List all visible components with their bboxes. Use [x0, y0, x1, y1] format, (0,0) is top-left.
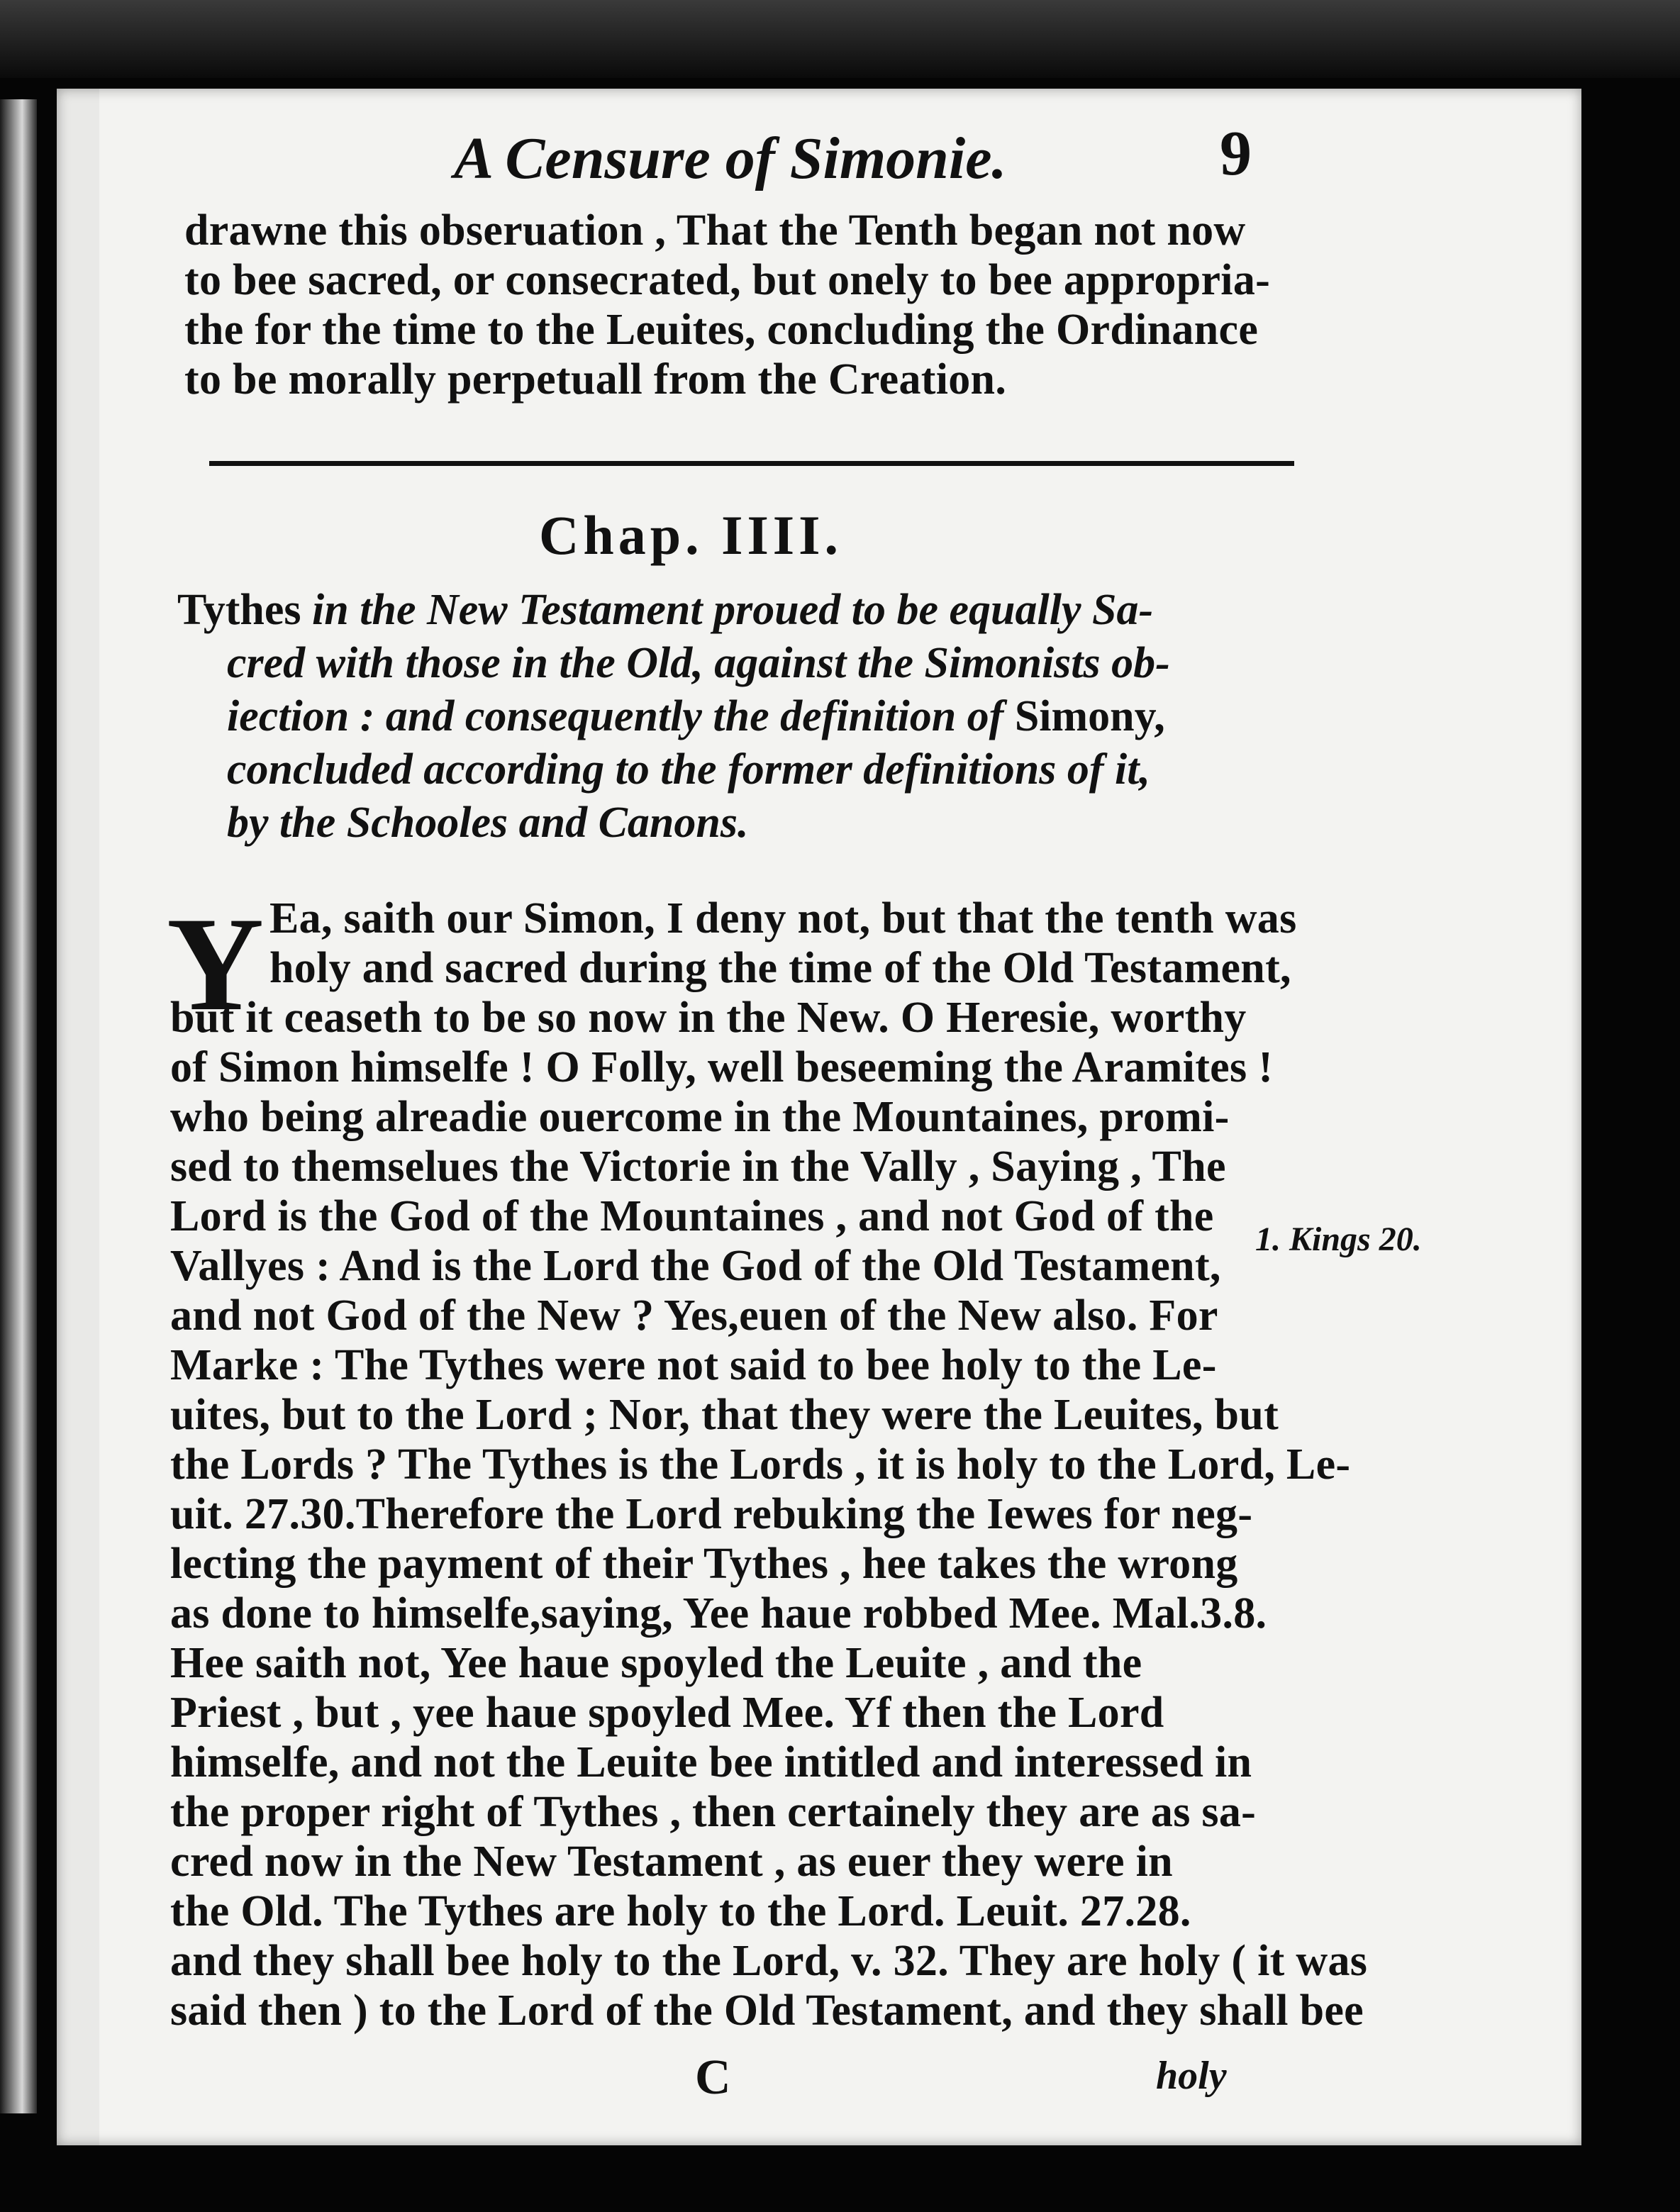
page-number: 9 [1220, 118, 1252, 189]
body-line: Vallyes : And is the Lord the God of the Old Testament, [170, 1242, 1221, 1290]
body-line: cred now in the New Testament , as euer they were in [170, 1838, 1173, 1886]
body-line: the Lords ? The Tythes is the Lords , it is holy to the Lord, Le- [170, 1440, 1351, 1489]
body-line: Priest , but , yee haue spoyled Mee. Yf then the Lord [170, 1689, 1164, 1737]
facing-page-edge [0, 99, 37, 2113]
argument-text: iection : and consequently the definition of [227, 692, 1015, 740]
body-line: and not God of the New ? Yes,euen of the New also. For [170, 1291, 1218, 1340]
chapter-argument-line [227, 638, 1170, 689]
signature-mark: C [695, 2050, 731, 2105]
chapter-argument-line [227, 798, 749, 848]
book-page [57, 89, 1581, 2145]
section-rule [209, 461, 1294, 466]
scan-frame-top [0, 0, 1680, 78]
chapter-argument-line [227, 745, 1150, 795]
chapter-argument-line [227, 691, 1165, 742]
body-line: holy and sacred during the time of the Old Testament, [269, 944, 1291, 992]
body-line: lecting the payment of their Tythes , hee takes the wrong [170, 1540, 1238, 1588]
body-line: sed to themselues the Victorie in the Vally , Saying , The [170, 1143, 1226, 1191]
body-line: uites, but to the Lord ; Nor, that they were the Leuites, but [170, 1391, 1279, 1439]
text-line: the for the time to the Leuites, concluding the Ordinance [184, 306, 1259, 354]
running-head: A Censure of Simonie. [454, 126, 1007, 191]
body-line: the Old. The Tythes are holy to the Lord. Leuit. 27.28. [170, 1887, 1191, 1935]
chapter-title: Chap. IIII. [539, 504, 843, 566]
text-line: to be morally perpetuall from the Creation. [184, 355, 1007, 404]
body-line: himselfe, and not the Leuite bee intitled and interessed in [170, 1738, 1252, 1786]
argument-lead-word: Tythes [177, 586, 301, 634]
body-line: the proper right of Tythes , then certainely they are as sa- [170, 1788, 1257, 1836]
catchword: holy [1156, 2054, 1227, 2098]
drop-cap: Y [167, 890, 265, 1039]
argument-tail-word: Simony, [1014, 692, 1165, 740]
body-line: Ea, saith our Simon, I deny not, but that the tenth was [269, 894, 1297, 943]
argument-text: concluded according to the former definitions of it, [227, 745, 1150, 794]
body-line: but it ceaseth to be so now in the New. O Heresie, worthy [170, 994, 1247, 1042]
body-line: of Simon himselfe ! O Folly, well beseeming the Aramites ! [170, 1043, 1274, 1091]
body-line: who being alreadie ouercome in the Mountaines, promi- [170, 1093, 1230, 1141]
body-line: uit. 27.30.Therefore the Lord rebuking the Iewes for neg- [170, 1490, 1253, 1538]
text-line: drawne this obseruation , That the Tenth began not now [184, 206, 1246, 255]
body-line: Marke : The Tythes were not said to bee holy to the Le- [170, 1341, 1217, 1389]
argument-text: in the New Testament proued to be equally Sa- [301, 586, 1154, 634]
body-line: Hee saith not, Yee haue spoyled the Leuite , and the [170, 1639, 1142, 1687]
body-line: said then ) to the Lord of the Old Testament, and they shall bee [170, 1986, 1364, 2035]
gutter-shadow [57, 89, 99, 2145]
body-line: and they shall bee holy to the Lord, v. 32. They are holy ( it was [170, 1937, 1368, 1985]
argument-text: by the Schooles and Canons. [227, 799, 749, 847]
marginal-note: 1. Kings 20. [1255, 1221, 1422, 1258]
argument-text: cred with those in the Old, against the Simonists ob- [227, 639, 1170, 687]
chapter-argument-line [177, 585, 1153, 635]
text-line: to bee sacred, or consecrated, but onely to bee appropria- [184, 256, 1271, 304]
body-line: as done to himselfe,saying, Yee haue robbed Mee. Mal.3.8. [170, 1589, 1267, 1638]
body-line: Lord is the God of the Mountaines , and not God of the [170, 1192, 1214, 1240]
